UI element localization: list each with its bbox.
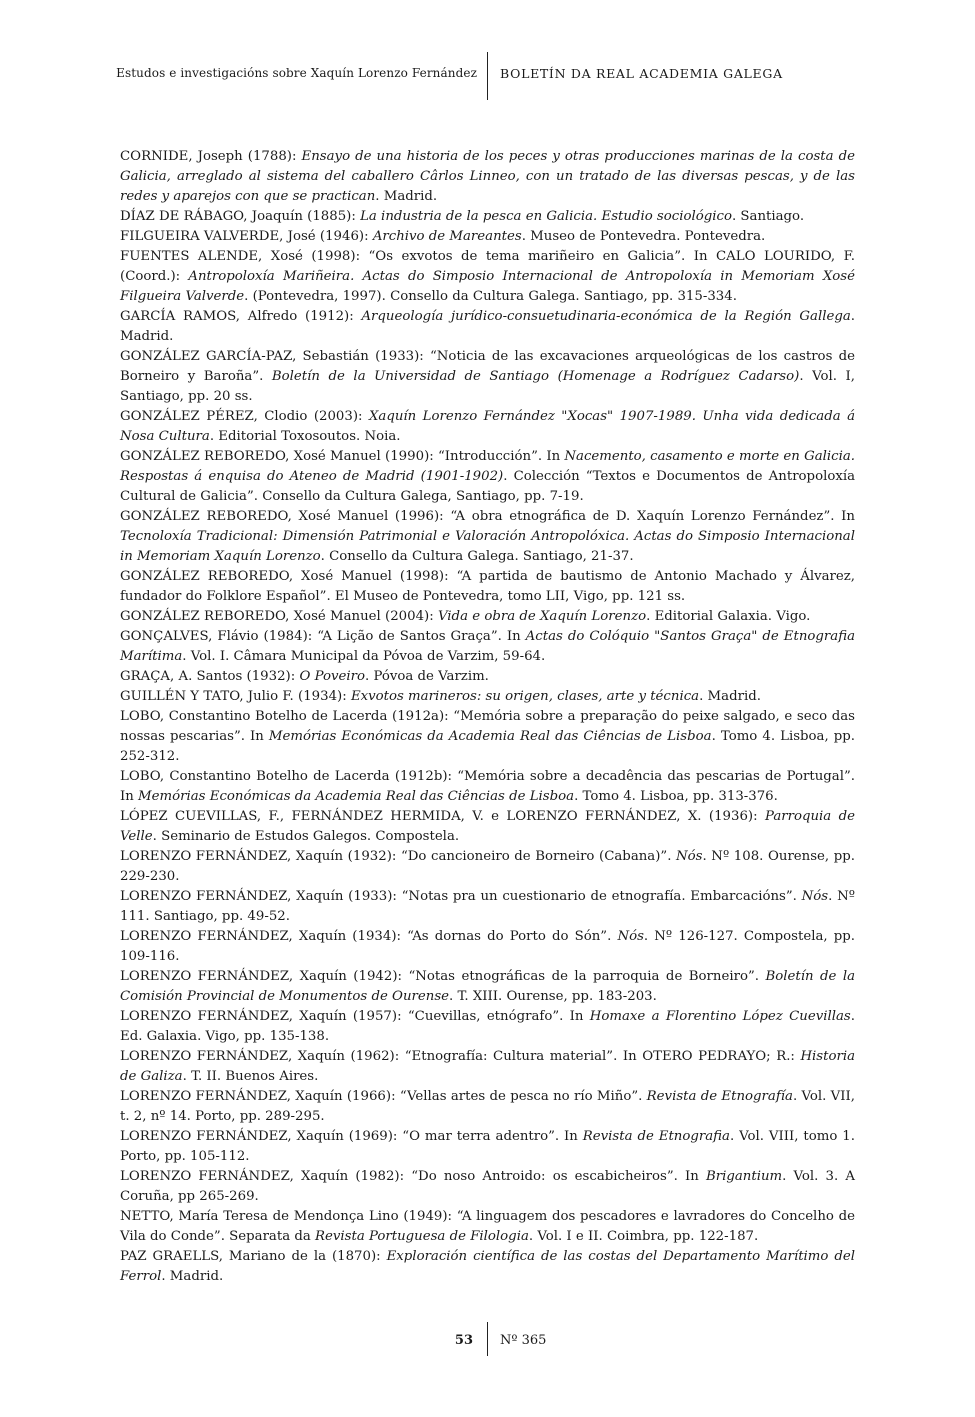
entry-author: LORENZO FERNÁNDEZ, Xaquín (1969): “O mar terra adentro”. In xyxy=(120,1129,583,1144)
bibliography-entry xyxy=(120,627,855,667)
page-number: 53 xyxy=(454,1333,473,1348)
entry-author: LÓPEZ CUEVILLAS, F., FERNÁNDEZ HERMIDA, V. e LORENZO FERNÁNDEZ, X. (1936): xyxy=(120,809,765,824)
entry-author: LORENZO FERNÁNDEZ, Xaquín (1942): “Notas etnográficas de la parroquia de Borneiro”. xyxy=(120,969,766,984)
bibliography-entry xyxy=(120,707,855,767)
bibliography-entry xyxy=(120,887,855,927)
entry-author: LORENZO FERNÁNDEZ, Xaquín (1934): “As dornas do Porto do Són”. xyxy=(120,929,618,944)
entry-author: GRAÇA, A. Santos (1932): xyxy=(120,669,300,684)
entry-title: Archivo de Mareantes xyxy=(372,229,522,244)
entry-author: LORENZO FERNÁNDEZ, Xaquín (1933): “Notas pra un cuestionario de etnografía. Embarcacións”. xyxy=(120,889,802,904)
entry-details: . Seminario de Estudos Galegos. Compostela. xyxy=(152,829,460,844)
bibliography-entry xyxy=(120,807,855,847)
entry-title: Nacemento, casamento e morte en Galicia. Respostas á enquisa do Ateneo de Madrid (1901-1902) xyxy=(120,449,855,484)
entry-author: LORENZO FERNÁNDEZ, Xaquín (1962): “Etnografía: Cultura material”. In OTERO PEDRAYO; R.: xyxy=(120,1049,801,1064)
entry-title: O Poveiro xyxy=(299,669,365,684)
entry-title: Revista Portuguesa de Filologia xyxy=(315,1229,529,1244)
entry-title: Parroquia de Velle xyxy=(120,809,855,844)
entry-author: FILGUEIRA VALVERDE, José (1946): xyxy=(120,229,373,244)
entry-title: Tecnoloxía Tradicional: Dimensión Patrimonial e Valoración Antropolóxica. Actas do Simposio Internacional in Memoriam Xaquín Lorenzo xyxy=(120,529,855,564)
bibliography-entry xyxy=(120,207,855,227)
entry-details: . Madrid. xyxy=(375,189,438,204)
entry-title: Revista de Etnografia xyxy=(582,1129,730,1144)
entry-author: LORENZO FERNÁNDEZ, Xaquín (1932): “Do cancioneiro de Borneiro (Cabana)”. xyxy=(120,849,677,864)
bibliography-entry xyxy=(120,307,855,347)
entry-details: . Madrid. xyxy=(161,1269,224,1284)
entry-title: Revista de Etnografía xyxy=(646,1089,793,1104)
entry-title: Historia de Galiza xyxy=(120,1049,855,1084)
entry-details: . Vol. VII, t. 2, nº 14. Porto, pp. 289-295. xyxy=(120,1089,855,1124)
entry-title: Actas do Colóquio "Santos Graça" de Etnografia Marítima xyxy=(120,629,855,664)
entry-details: . Vol. I, Santiago, pp. 20 ss. xyxy=(120,369,855,404)
entry-title: Exvotos marineros: su origen, clases, arte y técnica xyxy=(350,689,700,704)
entry-title: Arqueología jurídico-consuetudinaria-económica de la Región Gallega xyxy=(361,309,851,324)
entry-title: Xaquín Lorenzo Fernández "Xocas" 1907-1989. Unha vida dedicada á Nosa Cultura xyxy=(120,409,855,444)
entry-details: . Vol. I e II. Coimbra, pp. 122-187. xyxy=(528,1229,759,1244)
header-section-title: Estudos e investigacións sobre Xaquín Lorenzo Fernández xyxy=(116,66,477,80)
entry-author: GONZÁLEZ GARCÍA-PAZ, Sebastián (1933): “Noticia de las excavaciones arqueológicas de los castros de Borneiro y Baroña”. xyxy=(120,349,855,384)
entry-author: GARCÍA RAMOS, Alfredo (1912): xyxy=(120,309,362,324)
bibliography-entry xyxy=(120,847,855,887)
entry-details: . T. II. Buenos Aires. xyxy=(182,1069,319,1084)
bibliography-entry xyxy=(120,1007,855,1047)
entry-details: . Tomo 4. Lisboa, pp. 313-376. xyxy=(574,789,778,804)
entry-author: LOBO, Constantino Botelho de Lacerda (1912a): “Memória sobre a preparação do peixe salgado, e seco das nossas pescarias”. In xyxy=(120,709,855,744)
bibliography-entry xyxy=(120,1047,855,1087)
entry-title: La industria de la pesca en Galicia. Estudio sociológico xyxy=(360,209,732,224)
header-journal-title: BOLETÍN DA REAL ACADEMIA GALEGA xyxy=(500,66,783,81)
entry-author: GONZÁLEZ REBOREDO, Xosé Manuel (1998): “A partida de bautismo de Antonio Machado y Álvarez, fundador do Folklore Español”. El Museo de Pontevedra, tomo LII, Vigo, pp. 121 ss. xyxy=(120,569,855,604)
bibliography-entry xyxy=(120,1087,855,1127)
bibliography-entry xyxy=(120,1167,855,1207)
entry-title: Memórias Económicas da Academia Real das Ciências de Lisboa xyxy=(268,729,712,744)
bibliography-entry xyxy=(120,607,855,627)
entry-author: PAZ GRAELLS, Mariano de la (1870): xyxy=(120,1249,387,1264)
entry-author: FUENTES ALENDE, Xosé (1998): “Os exvotos de tema mariñeiro en Galicia”. In CALO LOURIDO, F. (Coord.): xyxy=(120,249,855,284)
running-header xyxy=(0,52,975,100)
entry-author: GONÇALVES, Flávio (1984): “A Lição de Santos Graça”. In xyxy=(120,629,526,644)
entry-title: Brigantium xyxy=(705,1169,783,1184)
entry-title: Homaxe a Florentino López Cuevillas xyxy=(589,1009,851,1024)
bibliography-entry xyxy=(120,247,855,307)
entry-author: GONZÁLEZ REBOREDO, Xosé Manuel (1990): “Introducción”. In xyxy=(120,449,565,464)
entry-title: Nós xyxy=(801,889,829,904)
entry-author: DÍAZ DE RÁBAGO, Joaquín (1885): xyxy=(120,209,361,224)
entry-details: . (Pontevedra, 1997). Consello da Cultura Galega. Santiago, pp. 315-334. xyxy=(244,289,737,304)
entry-author: NETTO, María Teresa de Mendonça Lino (1949): “A linguagem dos pescadores e lavradores do Concelho de Vila do Conde”. Separata da xyxy=(120,1209,855,1244)
entry-details: . Editorial Toxosoutos. Noia. xyxy=(209,429,401,444)
entry-author: GUILLÉN Y TATO, Julio F. (1934): xyxy=(120,689,351,704)
footer-divider xyxy=(487,1322,488,1356)
entry-details: . T. XIII. Ourense, pp. 183-203. xyxy=(449,989,657,1004)
bibliography-entry xyxy=(120,967,855,1007)
header-divider xyxy=(487,52,488,100)
entry-details: . Tomo 4. Lisboa, pp. 252-312. xyxy=(120,729,855,764)
entry-details: . Editorial Galaxia. Vigo. xyxy=(646,609,811,624)
bibliography-entry xyxy=(120,767,855,807)
entry-details: . Póvoa de Varzim. xyxy=(365,669,489,684)
entry-title: Nós xyxy=(617,929,644,944)
bibliography-entry xyxy=(120,227,855,247)
entry-details: . Colección “Textos e Documentos de Antropoloxía Cultural de Galicia”. Consello da Cultura Galega, Santiago, pp. 7-19. xyxy=(120,469,856,504)
entry-author: LORENZO FERNÁNDEZ, Xaquín (1957): “Cuevillas, etnógrafo”. In xyxy=(120,1009,590,1024)
entry-details: . Santiago. xyxy=(731,209,805,224)
bibliography-entry xyxy=(120,687,855,707)
entry-title: Boletín de la Universidad de Santiago (Homenage a Rodríguez Cadarso) xyxy=(271,369,800,384)
entry-title: Ensayo de una historia de los peces y otras producciones marinas de la costa de Galicia, arreglado al sistema del caballero Cârlos Linneo, con un tratado de las diversas pescas, y de las redes y aparejos con que se practican xyxy=(120,149,855,204)
entry-author: GONZÁLEZ PÉREZ, Clodio (2003): xyxy=(120,409,369,424)
bibliography-entry xyxy=(120,1207,855,1247)
entry-details: . Nº 111. Santiago, pp. 49-52. xyxy=(120,889,855,924)
entry-details: . Vol. VIII, tomo 1. Porto, pp. 105-112. xyxy=(120,1129,855,1164)
entry-details: . Nº 126-127. Compostela, pp. 109-116. xyxy=(120,929,855,964)
bibliography-entry xyxy=(120,147,855,207)
entry-title: Exploración científica de las costas del Departamento Marítimo del Ferrol xyxy=(120,1249,856,1284)
bibliography-entry xyxy=(120,507,855,567)
bibliography-entry xyxy=(120,667,855,687)
entry-details: . Consello da Cultura Galega. Santiago, 21-37. xyxy=(320,549,634,564)
issue-number: Nº 365 xyxy=(500,1333,547,1348)
entry-details: . Nº 108. Ourense, pp. 229-230. xyxy=(120,849,855,884)
entry-author: GONZÁLEZ REBOREDO, Xosé Manuel (2004): xyxy=(120,609,438,624)
bibliography-list xyxy=(120,147,855,1287)
entry-title: Antropoloxía Mariñeira. Actas do Simposio Internacional de Antropoloxía in Memoriam Xosé Filgueira Valverde xyxy=(120,269,855,304)
entry-title: Boletín de la Comisión Provincial de Monumentos de Ourense xyxy=(120,969,855,1004)
entry-details: . Madrid. xyxy=(120,309,855,344)
entry-details: . Vol. 3. A Coruña, pp 265-269. xyxy=(120,1169,855,1204)
entry-details: . Vol. I. Câmara Municipal da Póvoa de Varzim, 59-64. xyxy=(182,649,546,664)
entry-author: LORENZO FERNÁNDEZ, Xaquín (1966): “Vellas artes de pesca no río Miño”. xyxy=(120,1089,647,1104)
entry-author: LORENZO FERNÁNDEZ, Xaquín (1982): “Do noso Antroido: os escabicheiros”. In xyxy=(120,1169,706,1184)
entry-author: CORNIDE, Joseph (1788): xyxy=(120,149,302,164)
bibliography-entry xyxy=(120,407,855,447)
entry-details: . Madrid. xyxy=(699,689,761,704)
page-footer xyxy=(0,1322,975,1356)
entry-title: Nós xyxy=(676,849,703,864)
bibliography-entry xyxy=(120,347,855,407)
entry-title: Memórias Económicas da Academia Real das Ciências de Lisboa xyxy=(138,789,575,804)
entry-details: . Museo de Pontevedra. Pontevedra. xyxy=(521,229,766,244)
bibliography-entry xyxy=(120,1127,855,1167)
entry-author: LOBO, Constantino Botelho de Lacerda (1912b): “Memória sobre a decadência das pescarias de Portugal”. In xyxy=(120,769,855,804)
entry-title: Vida e obra de Xaquín Lorenzo xyxy=(437,609,647,624)
bibliography-entry xyxy=(120,1247,855,1287)
entry-details: . Ed. Galaxia. Vigo, pp. 135-138. xyxy=(120,1009,855,1044)
bibliography-entry xyxy=(120,927,855,967)
bibliography-entry xyxy=(120,447,855,507)
bibliography-entry xyxy=(120,567,855,607)
entry-author: GONZÁLEZ REBOREDO, Xosé Manuel (1996): “A obra etnográfica de D. Xaquín Lorenzo Fernández”. In xyxy=(120,509,855,524)
